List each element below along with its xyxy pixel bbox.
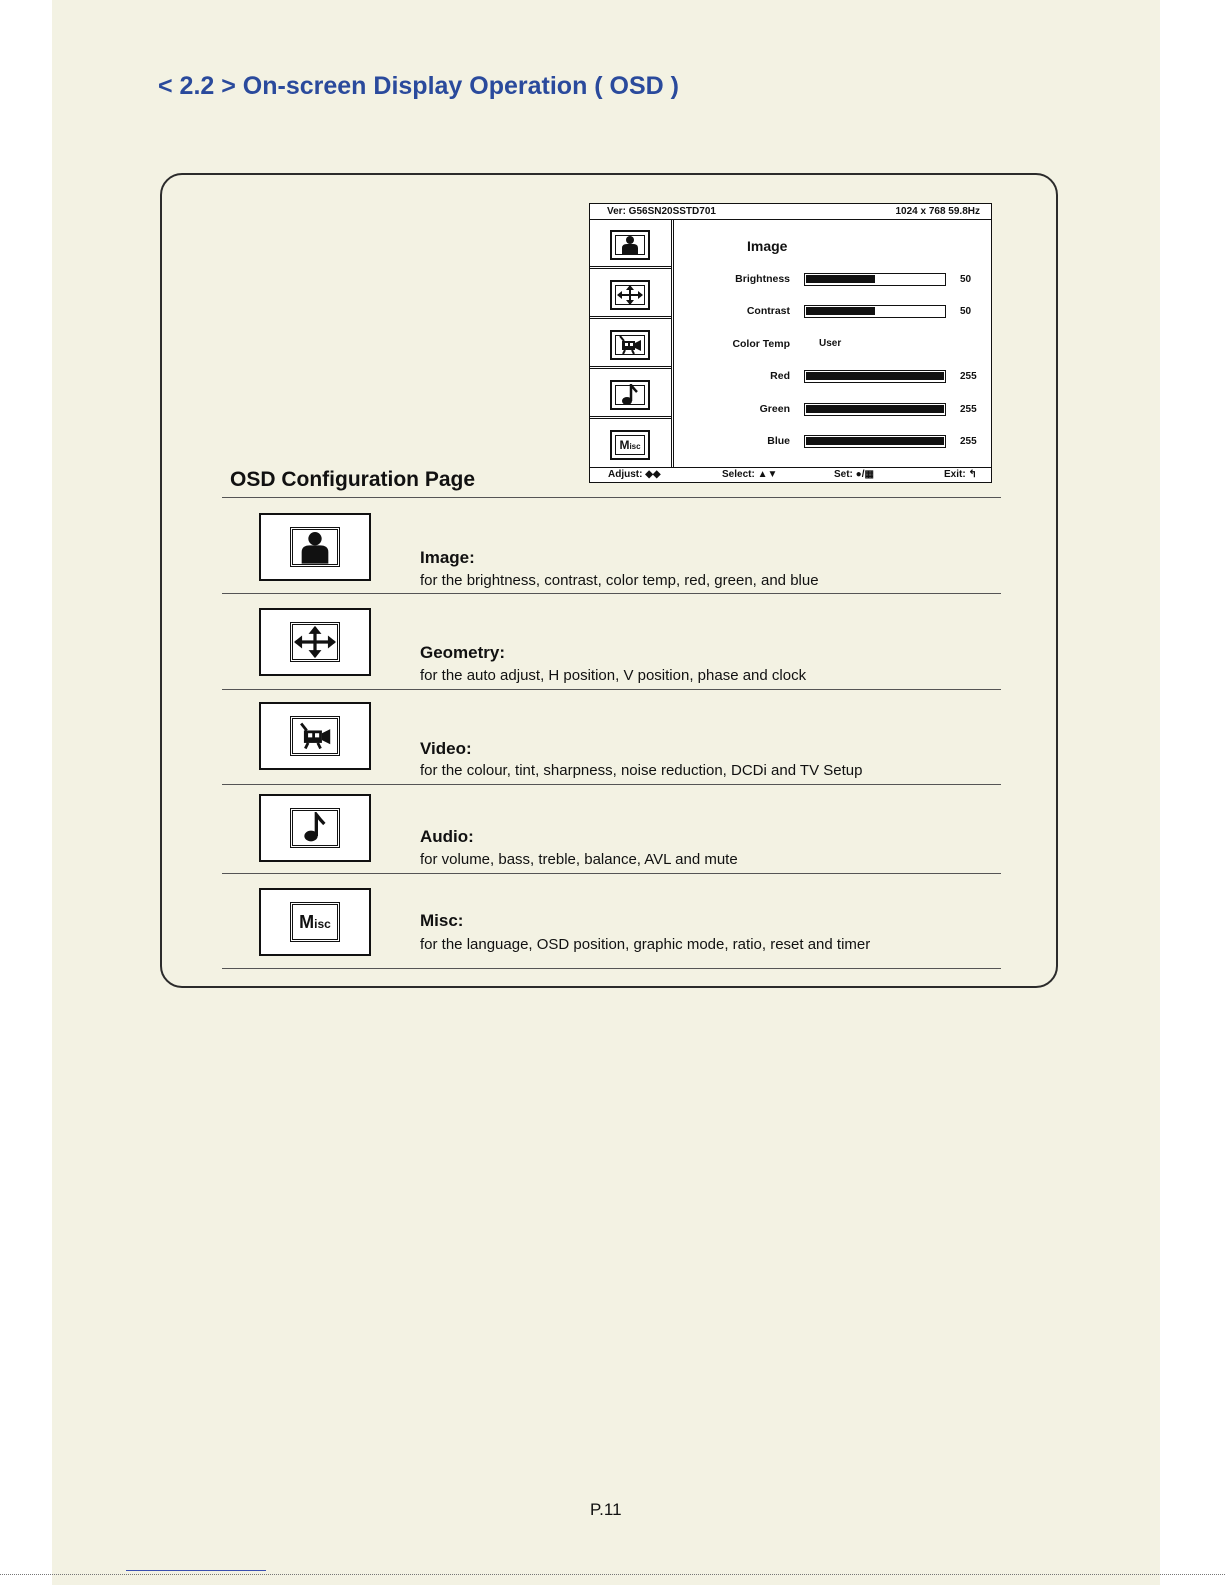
- osd-row-brightness[interactable]: [674, 273, 991, 287]
- bottom-divider: [0, 1574, 1225, 1575]
- osd-tab-video[interactable]: [590, 320, 671, 369]
- audio-icon: [259, 794, 371, 862]
- geometry-icon: [259, 608, 371, 676]
- osd-tab-image[interactable]: [590, 220, 671, 269]
- misc-icon: Misc: [259, 888, 371, 956]
- osd-row-red[interactable]: [674, 370, 991, 384]
- osd-row-contrast[interactable]: [674, 305, 991, 319]
- osd-footer-bar: [590, 467, 991, 482]
- osd-row-green[interactable]: [674, 403, 991, 417]
- green-slider[interactable]: [804, 403, 946, 416]
- divider: [222, 593, 1001, 594]
- osd-tab-misc[interactable]: [590, 420, 671, 469]
- osd-row-blue[interactable]: [674, 435, 991, 449]
- image-icon: [259, 513, 371, 581]
- osd-version: Ver: G56SN20SSTD701: [607, 206, 716, 217]
- contrast-slider[interactable]: [804, 305, 946, 318]
- item-icon-misc: [259, 888, 371, 956]
- bottom-underline: [126, 1570, 266, 1571]
- osd-row-color-temp[interactable]: [674, 338, 991, 352]
- osd-top-bar: [590, 204, 991, 220]
- osd-screen: [589, 203, 992, 483]
- image-icon: [610, 230, 650, 260]
- osd-heading: Image: [747, 238, 788, 254]
- osd-row-label: Red: [770, 370, 790, 382]
- misc-icon: Misc: [610, 430, 650, 460]
- osd-tab-audio[interactable]: [590, 370, 671, 419]
- item-desc-geometry: for the auto adjust, H position, V position, phase and clock: [420, 667, 807, 684]
- item-desc-audio: for volume, bass, treble, balance, AVL and mute: [420, 851, 738, 868]
- osd-hint-exit: Exit: ↰: [944, 469, 977, 480]
- item-name-misc: Misc:: [420, 911, 464, 930]
- color-temp-value[interactable]: User: [819, 338, 842, 349]
- brightness-slider[interactable]: [804, 273, 946, 286]
- osd-row-label: Color Temp: [732, 338, 790, 350]
- item-desc-video: for the colour, tint, sharpness, noise reduction, DCDi and TV Setup: [420, 762, 863, 779]
- blue-slider[interactable]: [804, 435, 946, 448]
- item-name-geometry: Geometry:: [420, 643, 506, 662]
- page-number: P.11: [590, 1500, 622, 1519]
- config-page-title: OSD Configuration Page: [230, 468, 476, 491]
- osd-hint-adjust: Adjust: ◆◆: [608, 469, 661, 480]
- divider: [222, 784, 1001, 785]
- item-desc-misc: for the language, OSD position, graphic mode, ratio, reset and timer: [420, 936, 871, 953]
- item-name-video: Video:: [420, 739, 472, 758]
- osd-row-value: 255: [960, 371, 977, 382]
- red-slider[interactable]: [804, 370, 946, 383]
- osd-row-value: 50: [960, 274, 972, 285]
- divider: [222, 873, 1001, 874]
- osd-row-label: Green: [759, 403, 790, 415]
- osd-row-label: Brightness: [735, 273, 790, 285]
- audio-icon: [610, 380, 650, 410]
- osd-row-label: Contrast: [746, 305, 790, 317]
- osd-resolution: 1024 x 768 59.8Hz: [895, 206, 980, 217]
- item-icon-geometry: [259, 608, 371, 676]
- item-desc-image: for the brightness, contrast, color temp, red, green, and blue: [420, 572, 819, 589]
- osd-tab-geometry[interactable]: [590, 270, 671, 319]
- divider: [222, 689, 1001, 690]
- osd-hint-set: Set: ●/▦: [834, 469, 874, 480]
- item-name-image: Image:: [420, 548, 475, 567]
- divider: [222, 968, 1001, 969]
- osd-row-value: 255: [960, 404, 977, 415]
- item-name-audio: Audio:: [420, 827, 474, 846]
- osd-row-value: 50: [960, 306, 972, 317]
- item-icon-audio: [259, 794, 371, 862]
- item-icon-video: [259, 702, 371, 770]
- divider: [222, 497, 1001, 498]
- item-icon-image: [259, 513, 371, 581]
- video-icon: [259, 702, 371, 770]
- osd-row-value: 255: [960, 436, 977, 447]
- section-title: < 2.2 > On-screen Display Operation ( OSD ): [158, 72, 679, 100]
- osd-tab-column: [590, 220, 674, 468]
- osd-row-label: Blue: [767, 435, 790, 447]
- geometry-icon: [610, 280, 650, 310]
- osd-hint-select: Select: ▲▼: [722, 469, 778, 480]
- video-icon: [610, 330, 650, 360]
